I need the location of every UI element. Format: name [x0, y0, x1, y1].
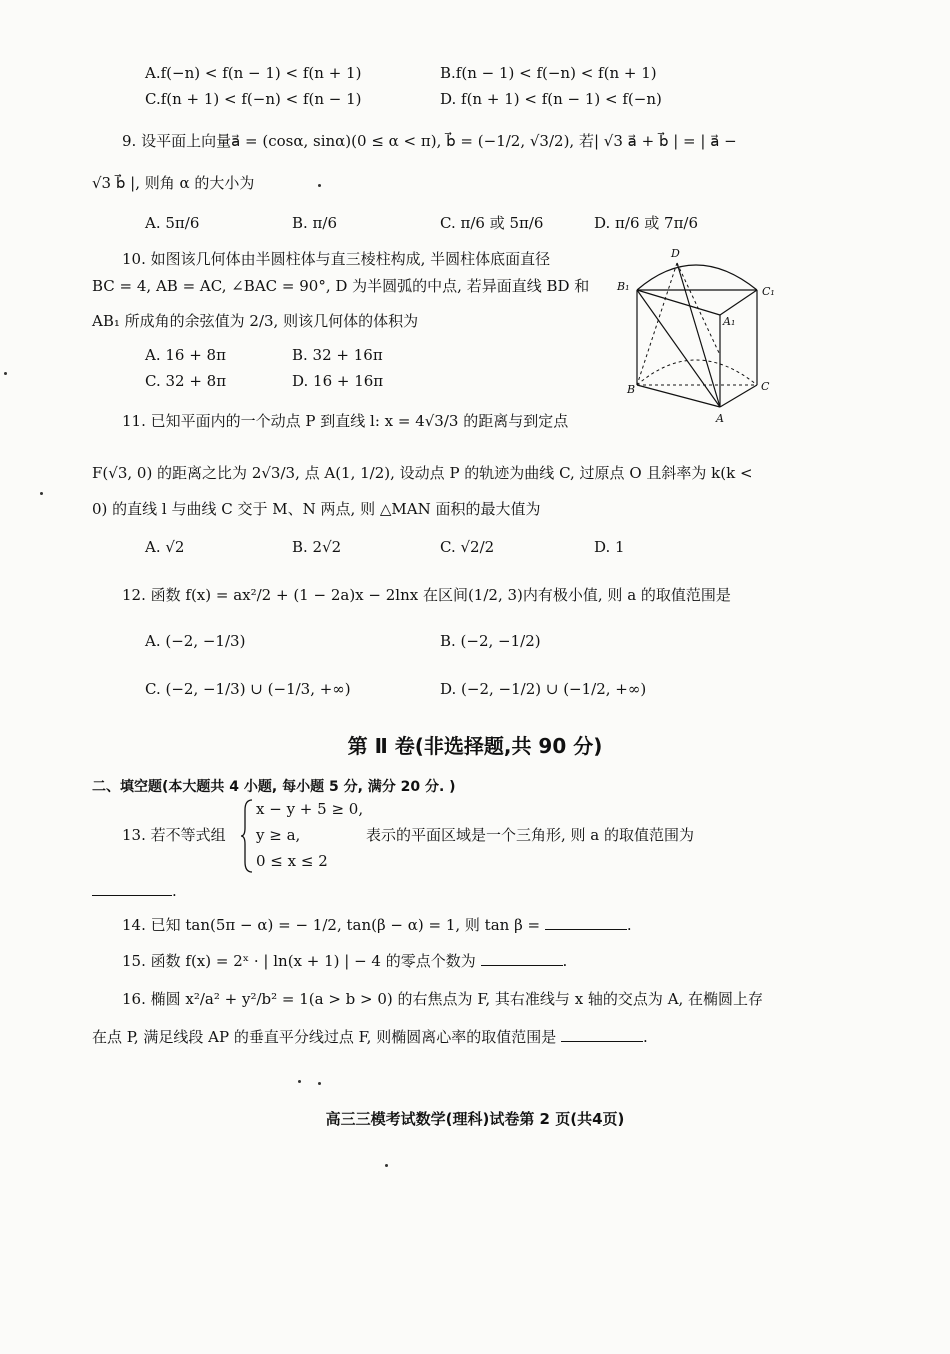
q11-option-b: B. 2√2 [292, 538, 342, 556]
page-footer: 高三三模考试数学(理科)试卷第 2 页(共4页) [325, 1110, 625, 1128]
q15-stem [122, 950, 567, 972]
section-fill-in-heading: 二、填空题(本大题共 4 小题, 每小题 5 分, 满分 20 分. ) [92, 779, 456, 795]
q14-text: 14. 已知 tan(5π − α) = − 1/2, tan(β − α) = 1, 则 tan β = [122, 916, 541, 934]
q9-stem-line2: √3 b⃗ |, 则角 α 的大小为 [92, 174, 255, 192]
q14-end: . [626, 916, 632, 934]
q16-stem-line1: 16. 椭圆 x²/a² + y²/b² = 1(a > b > 0) 的右焦点为 F, 其右准线与 x 轴的交点为 A, 在椭圆上存 [122, 990, 764, 1008]
q9-stem-line1: 9. 设平面上向量a⃗ = (cosα, sinα)(0 ≤ α < π), b⃗ = (−1/2, √3/2), 若| √3 a⃗ + b⃗ | = | a⃗ − [122, 132, 737, 150]
q15-end: . [562, 952, 568, 970]
scan-speck [318, 1082, 321, 1085]
q9-option-c: C. π/6 或 5π/6 [440, 214, 544, 232]
q14-answer-blank[interactable] [545, 915, 627, 930]
q11-option-a: A. √2 [145, 538, 185, 556]
q10-stem-line3: AB₁ 所成角的余弦值为 2/3, 则该几何体的体积为 [92, 312, 419, 330]
scan-speck [4, 372, 7, 375]
q8-option-c: C.f(n + 1) < f(−n) < f(n − 1) [145, 90, 362, 108]
q10-stem-line2: BC = 4, AB = AC, ∠BAC = 90°, D 为半圆弧的中点, 若异面直线 BD 和 [92, 277, 590, 295]
q11-stem-line1: 11. 已知平面内的一个动点 P 到直线 l: x = 4√3/3 的距离与到定点 [122, 412, 569, 430]
q10-option-b: B. 32 + 16π [292, 346, 383, 364]
q15-answer-blank[interactable] [481, 951, 563, 966]
part2-title: 第 Ⅱ 卷(非选择题,共 90 分) [347, 734, 603, 758]
fig-label-c1: C₁ [762, 285, 775, 298]
q8-option-b: B.f(n − 1) < f(−n) < f(n + 1) [440, 64, 657, 82]
q13-brace [240, 798, 254, 874]
q12-option-d: D. (−2, −1/2) ∪ (−1/2, +∞) [440, 680, 647, 698]
q12-option-b: B. (−2, −1/2) [440, 632, 541, 650]
q13-system-row1: x − y + 5 ≥ 0, [256, 800, 364, 818]
q16-text: 在点 P, 满足线段 AP 的垂直平分线过点 F, 则椭圆离心率的取值范围是 [92, 1028, 557, 1046]
q11-option-c: C. √2/2 [440, 538, 495, 556]
q11-option-d: D. 1 [594, 538, 625, 556]
q9-option-b: B. π/6 [292, 214, 338, 232]
scan-speck [318, 184, 321, 187]
q11-stem-line3: 0) 的直线 l 与曲线 C 交于 M、N 两点, 则 △MAN 面积的最大值为 [92, 500, 541, 518]
q16-stem-line2 [92, 1026, 648, 1048]
q14-stem [122, 914, 632, 936]
q13-prefix: 13. 若不等式组 [122, 826, 226, 844]
q13-system-row2: y ≥ a, [256, 826, 301, 844]
fig-label-b: B [627, 383, 636, 396]
q10-option-d: D. 16 + 16π [292, 372, 384, 390]
q10-option-c: C. 32 + 8π [145, 372, 227, 390]
fig-label-d: D [671, 247, 680, 260]
q10-option-a: A. 16 + 8π [145, 346, 226, 364]
q13-system-row3: 0 ≤ x ≤ 2 [256, 852, 328, 870]
q16-end: . [642, 1028, 648, 1046]
q12-option-a: A. (−2, −1/3) [145, 632, 246, 650]
q10-stem-line1: 10. 如图该几何体由半圆柱体与直三棱柱构成, 半圆柱体底面直径 [122, 250, 551, 268]
q11-stem-line2: F(√3, 0) 的距离之比为 2√3/3, 点 A(1, 1/2), 设动点 P 的轨迹为曲线 C, 过原点 O 且斜率为 k(k < [92, 464, 753, 482]
fig-label-a1: A₁ [723, 315, 736, 328]
q8-option-a: A.f(−n) < f(n − 1) < f(n + 1) [145, 64, 362, 82]
q13-end: . [172, 882, 177, 900]
q13-answer-line[interactable] [92, 880, 177, 902]
q10-geometry-figure [615, 245, 795, 425]
q9-option-a: A. 5π/6 [145, 214, 200, 232]
q9-option-d: D. π/6 或 7π/6 [594, 214, 699, 232]
fig-label-b1: B₁ [617, 280, 630, 293]
q12-stem: 12. 函数 f(x) = ax²/2 + (1 − 2a)x − 2lnx 在区间(1/2, 3)内有极小值, 则 a 的取值范围是 [122, 586, 731, 604]
scan-speck [40, 492, 43, 495]
fig-label-a: A [716, 412, 724, 425]
scan-speck [385, 1164, 388, 1167]
q16-answer-blank[interactable] [561, 1027, 643, 1042]
q8-option-d: D. f(n + 1) < f(n − 1) < f(−n) [440, 90, 662, 108]
fig-label-c: C [761, 380, 770, 393]
q15-text: 15. 函数 f(x) = 2ˣ · | ln(x + 1) | − 4 的零点个数为 [122, 952, 476, 970]
q12-option-c: C. (−2, −1/3) ∪ (−1/3, +∞) [145, 680, 351, 698]
scan-speck [298, 1080, 301, 1083]
q13-suffix: 表示的平面区域是一个三角形, 则 a 的取值范围为 [366, 826, 695, 844]
